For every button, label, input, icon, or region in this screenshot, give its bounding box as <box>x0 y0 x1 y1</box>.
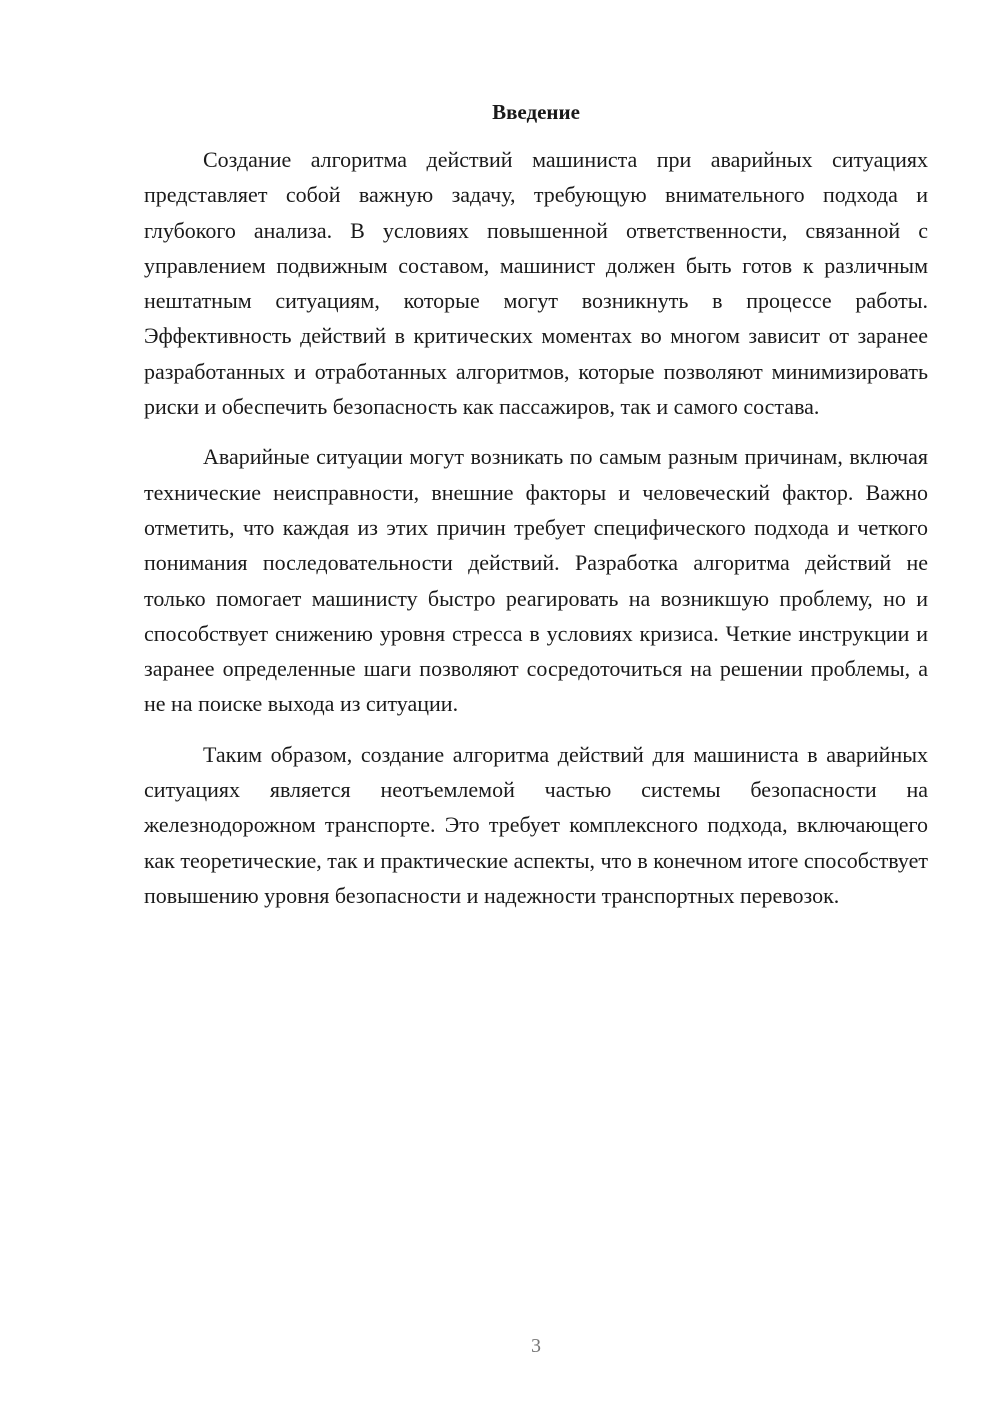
paragraph-intro: Создание алгоритма действий машиниста при аварийных ситуациях представляет собой важную задачу, требующую внимательного подхода и глубокого анализа. В условиях повышенной ответственности, связанной с управлением подвижным составом, машинист должен быть готов к различным нештатным ситуациям, которые могут возникнуть в процессе работы. Эффективность действий в критических моментах во многом зависит от заранее разработанных и отработанных алгоритмов, которые позволяют минимизировать риски и обеспечить безопасность как пассажиров, так и самого состава. <box>144 147 928 420</box>
page-number: 3 <box>531 1335 541 1357</box>
paragraph-causes: Аварийные ситуации могут возникать по самым разным причинам, включая технические неисправности, внешние факторы и человеческий фактор. Важно отметить, что каждая из этих причин требует специфического подхода и четкого понимания последовательности действий. Разработка алгоритма действий не только помогает машинисту быстро реагировать на возникшую проблему, но и способствует снижению уровня стресса в условиях кризиса. Четкие инструкции и заранее определенные шаги позволяют сосредоточиться на решении проблемы, а не на поиске выхода из ситуации. <box>144 444 928 717</box>
body-text <box>144 142 928 928</box>
paragraph-conclusion: Таким образом, создание алгоритма действий для машиниста в аварийных ситуациях является неотъемлемой частью системы безопасности на железнодорожном транспорте. Это требует комплексного подхода, включающего как теоретические, так и практические аспекты, что в конечном итоге способствует повышению уровня безопасности и надежности транспортных перевозок. <box>144 741 928 908</box>
page-title: Введение <box>492 100 580 124</box>
